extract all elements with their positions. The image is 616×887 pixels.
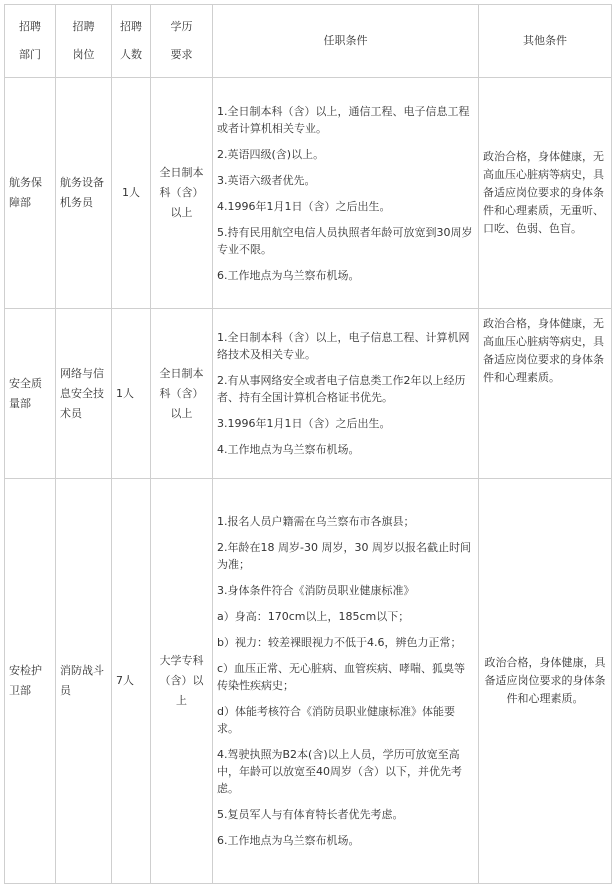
header-row — [5, 5, 612, 78]
header-edu — [151, 5, 213, 78]
count-cell: 7人 — [112, 479, 151, 884]
dept-cell: 安检护卫部 — [5, 479, 56, 884]
dept-cell: 安全质量部 — [5, 309, 56, 479]
header-count — [112, 5, 151, 78]
header-dept-line2: 部门 — [19, 48, 41, 61]
requirement-item: 1.全日制本科（含）以上，通信工程、电子信息工程或者计算机相关专业。 — [217, 104, 470, 135]
requirements-cell — [213, 479, 479, 884]
requirement-item: 4.1996年1月1日（含）之后出生。 — [217, 199, 391, 213]
post-cell: 航务设备机务员 — [56, 78, 112, 309]
requirement-item: d）体能考核符合《消防员职业健康标准》体能要求。 — [217, 705, 455, 735]
header-req: 任职条件 — [213, 5, 479, 78]
requirement-item: 5.复员军人与有体育特长者优先考虑。 — [217, 808, 404, 821]
count-cell: 1人 — [112, 78, 151, 309]
table-row — [5, 78, 612, 309]
recruitment-table — [4, 4, 612, 884]
header-dept-line1: 招聘 — [19, 20, 41, 33]
other-conditions-cell: 政治合格，身体健康，无高血压心脏病等病史，具备适应岗位要求的身体条件和心理素质。 — [479, 309, 612, 479]
requirement-item: a）身高：170cm以上，185cm以下； — [217, 610, 410, 623]
requirements-cell — [213, 309, 479, 479]
header-count-line1: 招聘 — [120, 20, 142, 33]
count-cell: 1人 — [112, 309, 151, 479]
other-conditions-cell: 政治合格，身体健康，无高血压心脏病等病史，具备适应岗位要求的身体条件和心理素质，无重听、口吃、色弱、色盲。 — [479, 78, 612, 309]
header-edu-line1: 学历 — [170, 20, 193, 33]
requirement-item: 4.工作地点为乌兰察布机场。 — [217, 443, 360, 456]
table-row — [5, 309, 612, 479]
requirements-cell — [213, 78, 479, 309]
header-count-line2: 人数 — [120, 48, 142, 61]
header-post-line1: 招聘 — [72, 20, 95, 33]
requirement-item: 6.工作地点为乌兰察布机场。 — [217, 268, 360, 282]
requirement-item: 2.英语四级(含)以上。 — [217, 147, 325, 161]
requirement-item: 1.报名人员户籍需在乌兰察布市各旗县； — [217, 515, 415, 528]
post-cell: 网络与信息安全技术员 — [56, 309, 112, 479]
requirement-item: 1.全日制本科（含）以上，电子信息工程、计算机网络技术及相关专业。 — [217, 331, 470, 361]
header-post — [56, 5, 112, 78]
dept-cell: 航务保障部 — [5, 78, 56, 309]
header-edu-line2: 要求 — [170, 48, 193, 61]
header-other: 其他条件 — [479, 5, 612, 78]
requirement-item: 4.驾驶执照为B2本(含)以上人员，学历可放宽至高中，年龄可以放宽至40周岁（含）以下，并优先考虑。 — [217, 748, 462, 795]
requirement-item: 3.身体条件符合《消防员职业健康标准》 — [217, 584, 415, 597]
header-dept — [5, 5, 56, 78]
edu-cell: 全日制本科（含）以上 — [151, 78, 213, 309]
requirement-item: 5.持有民用航空电信人员执照者年龄可放宽到30周岁专业不限。 — [217, 225, 473, 256]
other-conditions-cell: 政治合格，身体健康，具备适应岗位要求的身体条件和心理素质。 — [479, 479, 612, 884]
requirement-item: 3.英语六级者优先。 — [217, 173, 316, 187]
edu-cell: 全日制本科（含）以上 — [151, 309, 213, 479]
requirement-item: 6.工作地点为乌兰察布机场。 — [217, 834, 360, 847]
post-cell: 消防战斗员 — [56, 479, 112, 884]
requirement-item: 2.年龄在18 周岁-30 周岁，30 周岁以报名截止时间为准； — [217, 541, 471, 571]
requirement-item: c）血压正常、无心脏病、血管疾病、哮喘、狐臭等传染性疾病史； — [217, 662, 466, 692]
requirement-item: 2.有从事网络安全或者电子信息类工作2年以上经历者、持有全国计算机合格证书优先。 — [217, 374, 466, 404]
requirement-item: 3.1996年1月1日（含）之后出生。 — [217, 417, 391, 430]
requirement-item: b）视力：较差裸眼视力不低于4.6，辨色力正常； — [217, 636, 462, 649]
table-row — [5, 479, 612, 884]
edu-cell: 大学专科（含）以上 — [151, 479, 213, 884]
header-post-line2: 岗位 — [72, 48, 95, 61]
